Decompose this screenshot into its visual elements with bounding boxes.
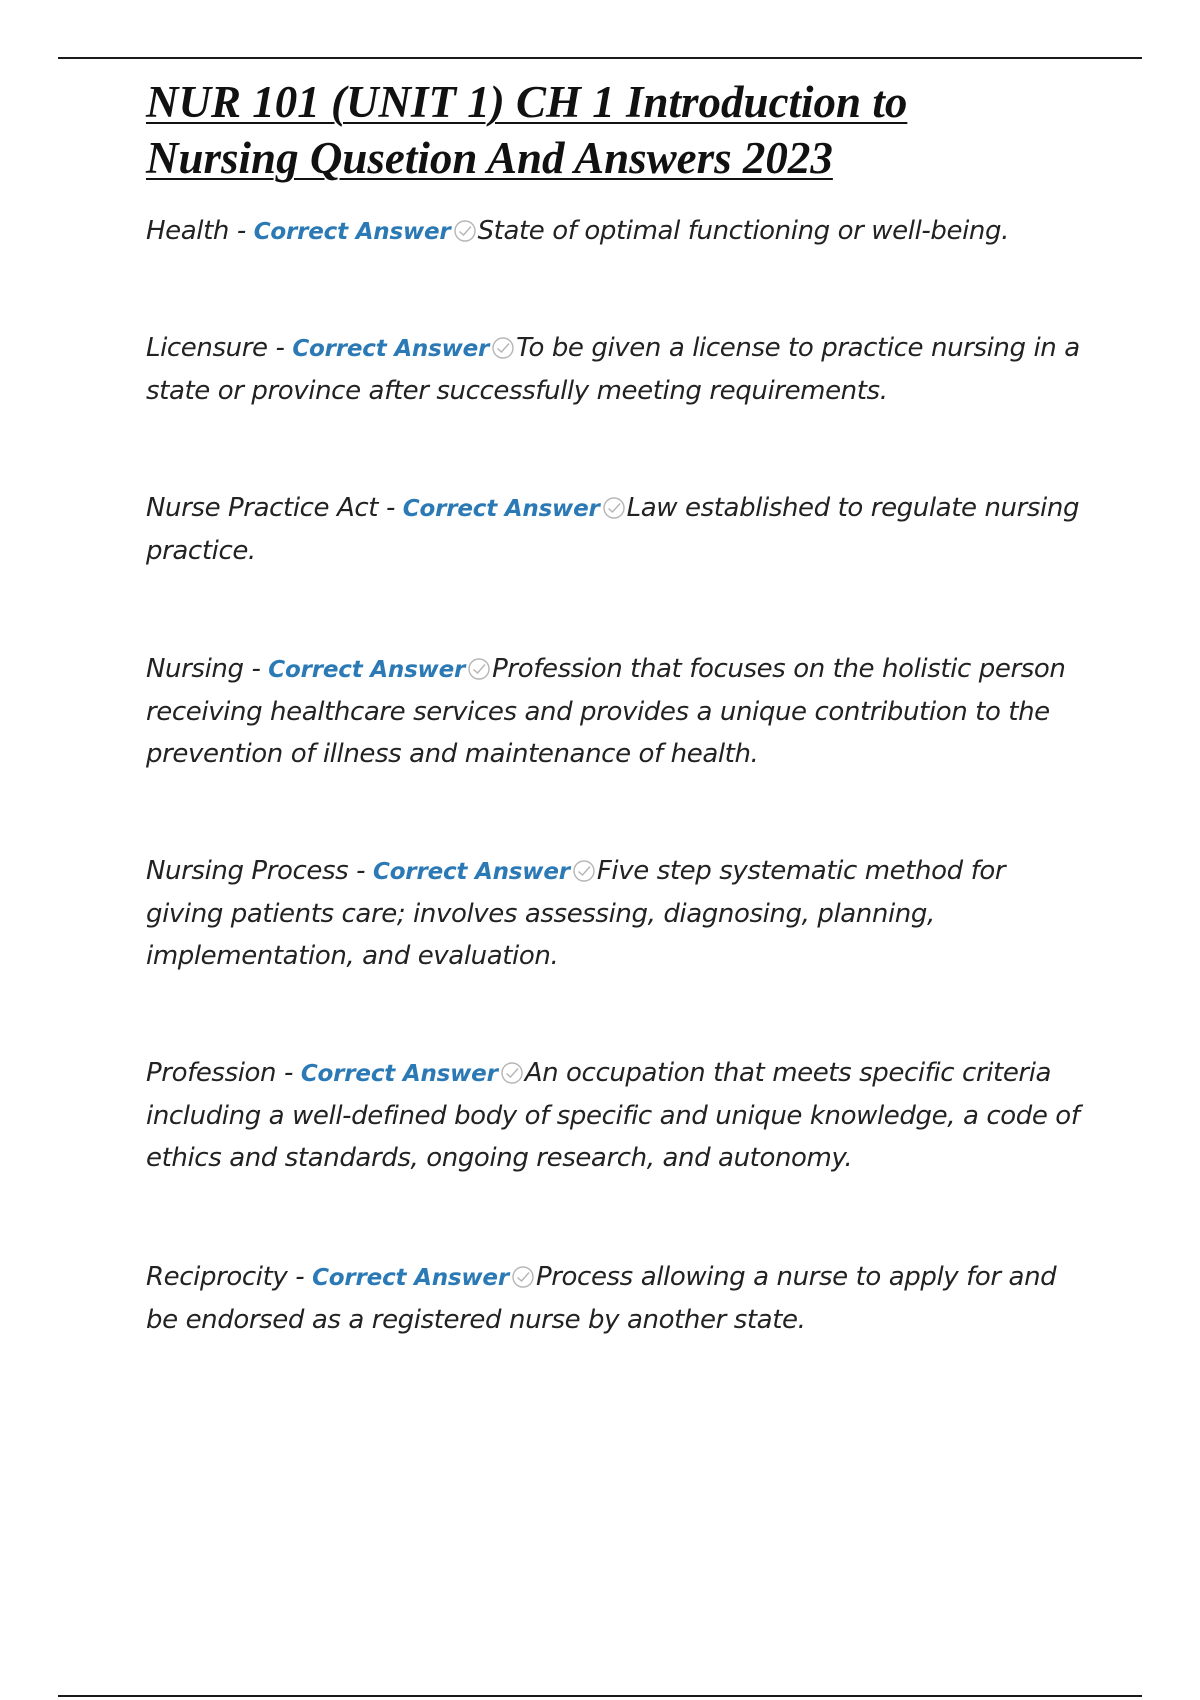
qa-item-licensure: Licensure - Correct Answer To be given a license to practice nursing in a state or province after successfully meeting requirements. [146, 333, 1080, 406]
check-circle-icon [511, 1265, 535, 1289]
check-circle-icon [453, 219, 477, 243]
check-circle-icon [602, 496, 626, 520]
qa-term: Reciprocity [146, 1262, 288, 1292]
correct-answer-label: Correct Answer [402, 496, 600, 522]
title-line-1: NUR 101 (UNIT 1) CH 1 Introduction to [146, 77, 908, 127]
title-line-2: Nursing Qusetion And Answers 2023 [146, 133, 833, 183]
qa-item-reciprocity: Reciprocity - Correct Answer Process allowing a nurse to apply for and be endorsed as a registered nurse by another state. [146, 1262, 1057, 1335]
check-circle-icon [491, 336, 515, 360]
correct-answer-label: Correct Answer [312, 1265, 509, 1291]
qa-term: Nursing [146, 654, 244, 684]
qa-definition: Five step systematic method for giving patients care; involves assessing, diagnosing, planning, implementation, and evaluation. [146, 856, 1006, 971]
correct-answer-label: Correct Answer [300, 1061, 498, 1087]
qa-definition: To be given a license to practice nursing in a state or province after successfully meeting requirements. [146, 333, 1080, 406]
qa-item-profession: Profession - Correct Answer An occupation that meets specific criteria including a well-defined body of specific and unique knowledge, a code of ethics and standards, ongoing research, and autonomy. [146, 1058, 1080, 1173]
top-rule [58, 57, 1142, 59]
qa-term: Licensure [146, 333, 268, 363]
bottom-rule [58, 1695, 1142, 1697]
check-circle-icon [467, 657, 491, 681]
qa-item-health: Health - Correct Answer State of optimal functioning or well-being. [146, 216, 1009, 246]
correct-answer-label: Correct Answer [292, 336, 490, 362]
qa-term: Health [146, 216, 229, 246]
qa-definition: Process allowing a nurse to apply for and be endorsed as a registered nurse by another state. [146, 1262, 1057, 1335]
qa-definition: State of optimal functioning or well-being. [477, 216, 1009, 246]
qa-term: Profession [146, 1058, 277, 1088]
qa-term: Nurse Practice Act [146, 493, 379, 523]
qa-definition: Profession that focuses on the holistic person receiving healthcare services and provides a unique contribution to the prevention of illness and maintenance of health. [146, 654, 1066, 769]
document-title [146, 74, 1086, 186]
check-circle-icon [500, 1061, 524, 1085]
check-circle-icon [572, 859, 596, 883]
qa-term: Nursing Process [146, 856, 349, 886]
qa-item-nurse-practice-act: Nurse Practice Act - Correct Answer Law established to regulate nursing practice. [146, 493, 1080, 566]
correct-answer-label: Correct Answer [268, 657, 466, 683]
qa-definition: Law established to regulate nursing practice. [146, 493, 1080, 566]
qa-definition: An occupation that meets specific criteria including a well-defined body of specific and unique knowledge, a code of ethics and standards, ongoing research, and autonomy. [146, 1058, 1080, 1173]
correct-answer-label: Correct Answer [373, 859, 570, 885]
correct-answer-label: Correct Answer [253, 219, 451, 245]
qa-item-nursing-process: Nursing Process - Correct Answer Five step systematic method for giving patients care; involves assessing, diagnosing, planning, implementation, and evaluation. [146, 856, 1006, 971]
qa-item-nursing: Nursing - Correct Answer Profession that focuses on the holistic person receiving healthcare services and provides a unique contribution to the prevention of illness and maintenance of health. [146, 654, 1066, 769]
